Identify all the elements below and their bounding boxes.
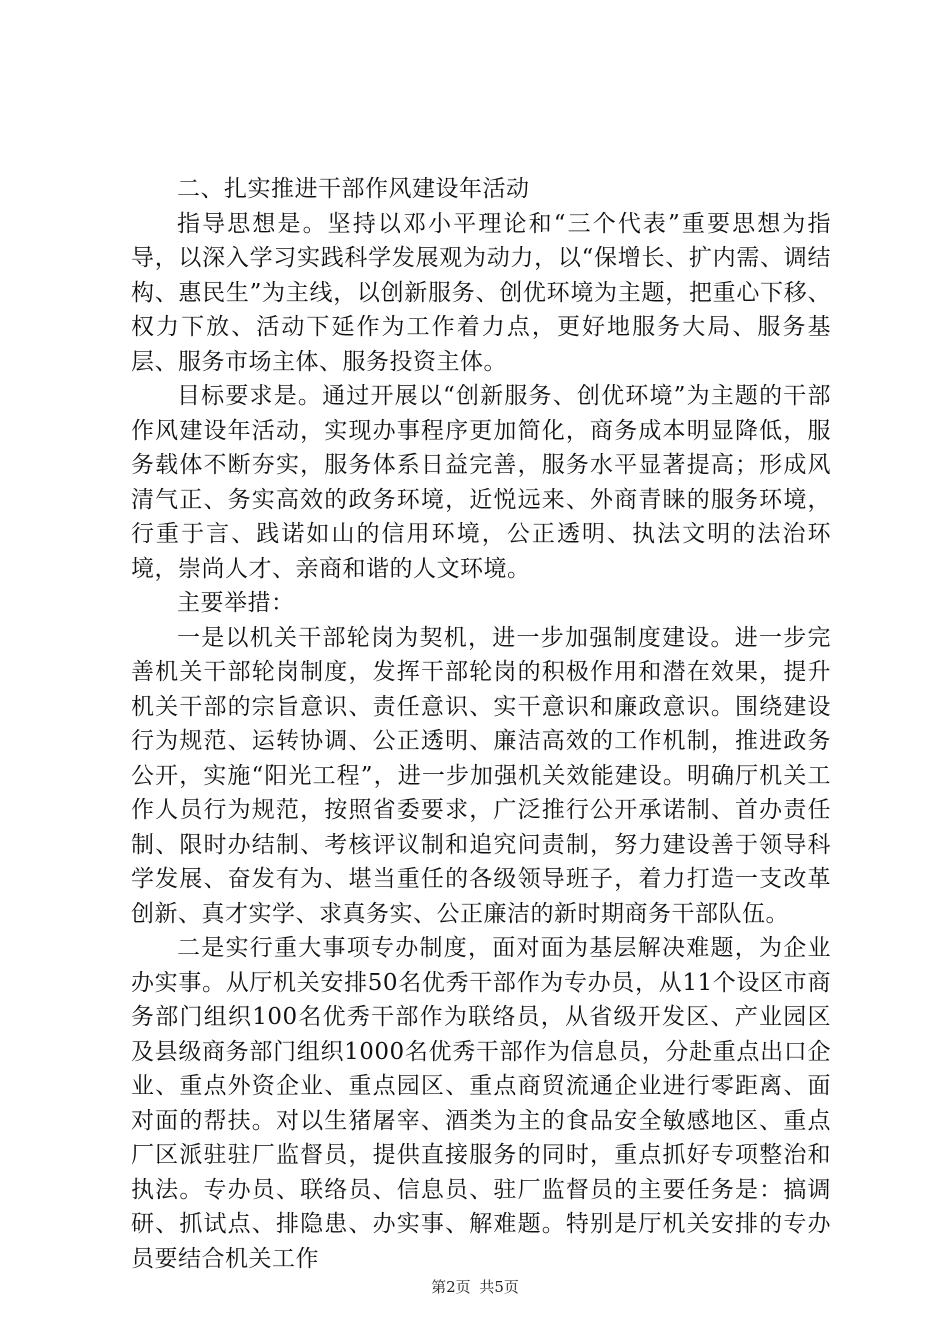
paragraph-main-measures-heading: 主要举措： xyxy=(177,590,295,616)
page-number: 第2页 xyxy=(431,1278,471,1296)
paragraph-objectives: 目标要求是。通过开展以“创新服务、创优环境”为主题的干部作风建设年活动，实现办事程序更加简化，商务成本明显降低，服务载体不断夯实，服务体系日益完善，服务水平显著提高；形成风清气正、务实高效的政务环境，近悦远来、外商青睐的服务环境，行重于言、践诺如山的信用环境，公正透明、执法文明的法治环境，崇尚人才、亲商和谐的人文环境。 xyxy=(131,383,831,582)
paragraph-guiding-ideology: 指导思想是。坚持以邓小平理论和“三个代表”重要思想为指导，以深入学习实践科学发展观为动力，以“保增长、扩内需、调结构、惠民生”为主线，以创新服务、创优环境为主题，把重心下移、权力下放、活动下延作为工作着力点，更好地服务大局、服务基层、服务市场主体、服务投资主体。 xyxy=(131,210,831,375)
document-body xyxy=(131,172,831,1276)
section-heading: 二、扎实推进干部作风建设年活动 xyxy=(177,176,530,202)
paragraph-measure-two: 二是实行重大事项专办制度，面对面为基层解决难题，为企业办实事。从厅机关安排50名优秀干部作为专办员，从11个设区市商务部门组织100名优秀干部作为联络员，从省级开发区、产业园区及县级商务部门组织1000名优秀干部作为信息员，分赴重点出口企业、重点外资企业、重点园区、重点商贸流通企业进行零距离、面对面的帮扶。对以生猪屠宰、酒类为主的食品安全敏感地区、重点厂区派驻驻厂监督员，提供直接服务的同时，重点抓好专项整治和执法。专办员、联络员、信息员、驻厂监督员的主要任务是：搞调研、抓试点、排隐患、办实事、解难题。特别是厅机关安排的专办员要结合机关工作 xyxy=(131,935,831,1272)
page-footer xyxy=(0,1276,950,1297)
paragraph-measure-one: 一是以机关干部轮岗为契机，进一步加强制度建设。进一步完善机关干部轮岗制度，发挥干部轮岗的积极作用和潜在效果，提升机关干部的宗旨意识、责任意识、实干意识和廉政意识。围绕建设行为规范、运转协调、公正透明、廉洁高效的工作机制，推进政务公开，实施“阳光工程”，进一步加强机关效能建设。明确厅机关工作人员行为规范，按照省委要求，广泛推行公开承诺制、首办责任制、限时办结制、考核评议制和追究问责制，努力建设善于领导科学发展、奋发有为、堪当重任的各级领导班子，着力打造一支改革创新、真才实学、求真务实、公正廉洁的新时期商务干部队伍。 xyxy=(131,624,831,927)
page-total: 共5页 xyxy=(479,1278,519,1296)
